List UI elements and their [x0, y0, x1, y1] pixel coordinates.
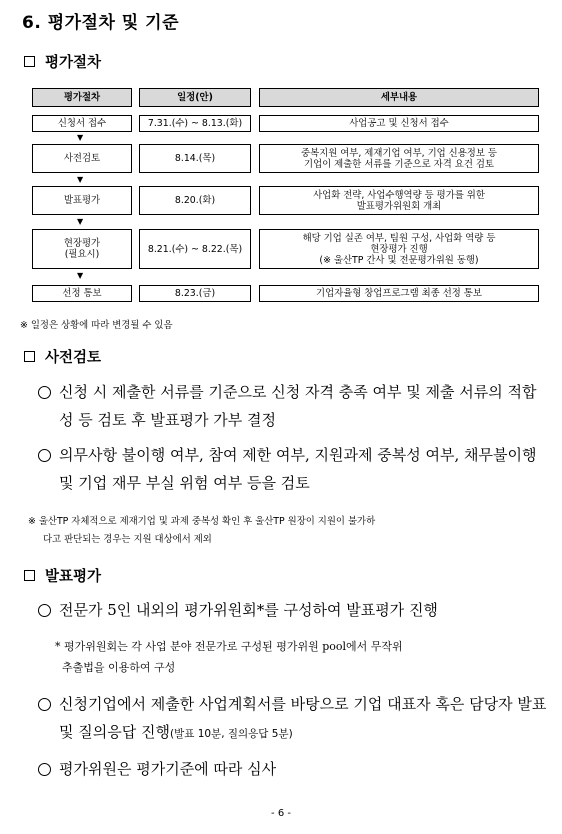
detail-line: 해당 기업 실존 여부, 팀원 구성, 사업화 역량 등	[302, 232, 496, 244]
page-title: 6. 평가절차 및 기준	[22, 13, 179, 33]
table-row-schedule: 8.21.(수) ~ 8.22.(목)	[139, 229, 251, 269]
detail-line: (※ 울산TP 간사 및 전문평가위원 동행)	[319, 254, 479, 266]
presentation-item-2-duration: (발표 10분, 질의응답 5분)	[169, 728, 293, 740]
section-prereview	[24, 346, 101, 367]
presentation-item-3: 평가위원은 평가기준에 따라 심사	[59, 760, 277, 778]
schedule-note: ※ 일정은 상황에 따라 변경될 수 있음	[20, 320, 173, 331]
table-row-step: 선정 통보	[32, 285, 132, 302]
detail-line: 사업공고 및 신청서 접수	[349, 118, 449, 129]
checkbox-square-icon	[24, 570, 35, 581]
prereview-item-2: 의무사항 불이행 여부, 참여 제한 여부, 지원과제 중복성 여부, 채무불이행 및 기업 재무 부실 위험 여부 등을 검토	[59, 446, 537, 492]
table-header-step: 평가절차	[32, 88, 132, 107]
checkbox-square-icon	[24, 56, 35, 67]
detail-line: 현장평가 진행	[370, 243, 428, 255]
list-item	[38, 755, 550, 783]
down-arrow-icon: ▼	[77, 271, 84, 280]
circle-bullet-icon	[38, 698, 51, 711]
detail-line: 기업자율형 창업프로그램 최종 선정 통보	[316, 288, 482, 299]
detail-line: 중복지원 여부, 제재기업 여부, 기업 신용정보 등	[301, 147, 497, 159]
down-arrow-icon: ▼	[77, 217, 84, 226]
list-item	[38, 596, 550, 624]
table-header-schedule: 일정(안)	[139, 88, 251, 107]
detail-line: 사업화 전략, 사업수행역량 등 평가를 위한	[313, 189, 485, 201]
detail-line: 발표평가위원회 개최	[356, 200, 442, 212]
table-row-detail	[259, 229, 539, 269]
table-row-schedule: 8.20.(화)	[139, 186, 251, 215]
presentation-subnote-line-1: * 평가위원회는 각 사업 분야 전문가로 구성된 평가위원 pool에서 무작위	[55, 640, 403, 653]
presentation-item-2	[59, 690, 550, 748]
presentation-item-1: 전문가 5인 내외의 평가위원회*를 구성하여 발표평가 진행	[59, 601, 438, 619]
section-procedure-title: 평가절차	[45, 55, 102, 71]
list-item	[38, 378, 550, 434]
table-row-schedule: 8.14.(목)	[139, 144, 251, 173]
table-row-step: 현장평가 (필요시)	[32, 229, 132, 269]
table-row-schedule: 8.23.(금)	[139, 285, 251, 302]
list-item	[38, 441, 550, 497]
section-prereview-title: 사전검토	[45, 350, 102, 366]
section-presentation-title: 발표평가	[45, 569, 102, 585]
circle-bullet-icon	[38, 763, 51, 776]
list-item	[38, 690, 550, 748]
prereview-note-line-2: 다고 판단되는 경우는 지원 대상에서 제외	[43, 534, 212, 545]
circle-bullet-icon	[38, 386, 51, 399]
page-number: - 6 -	[271, 808, 291, 819]
table-row-detail	[259, 285, 539, 302]
down-arrow-icon: ▼	[77, 133, 84, 142]
table-row-step: 발표평가	[32, 186, 132, 215]
prereview-item-1: 신청 시 제출한 서류를 기준으로 신청 자격 충족 여부 및 제출 서류의 적합성 등 검토 후 발표평가 가부 결정	[59, 383, 537, 429]
table-row-step: 사전검토	[32, 144, 132, 173]
table-row-schedule: 7.31.(수) ~ 8.13.(화)	[139, 115, 251, 132]
table-row-detail	[259, 115, 539, 132]
prereview-note-line-1: ※ 울산TP 자체적으로 제재기업 및 과제 중복성 확인 후 울산TP 원장이 지원이 불가하	[28, 516, 376, 527]
section-procedure	[24, 51, 101, 72]
circle-bullet-icon	[38, 604, 51, 617]
section-presentation	[24, 565, 101, 586]
table-row-detail	[259, 186, 539, 215]
table-row-step: 신청서 접수	[32, 115, 132, 132]
table-header-detail: 세부내용	[259, 88, 539, 107]
circle-bullet-icon	[38, 449, 51, 462]
detail-line: 기업이 제출한 서류를 기준으로 자격 요건 검토	[304, 158, 494, 170]
down-arrow-icon: ▼	[77, 175, 84, 184]
table-row-detail	[259, 144, 539, 173]
checkbox-square-icon	[24, 351, 35, 362]
presentation-item-2-main: 신청기업에서 제출한 사업계획서를 바탕으로 기업 대표자 혹은 담당자 발표 및 질의응답 진행	[59, 695, 547, 741]
presentation-subnote-line-2: 추출법을 이용하여 구성	[62, 661, 176, 674]
